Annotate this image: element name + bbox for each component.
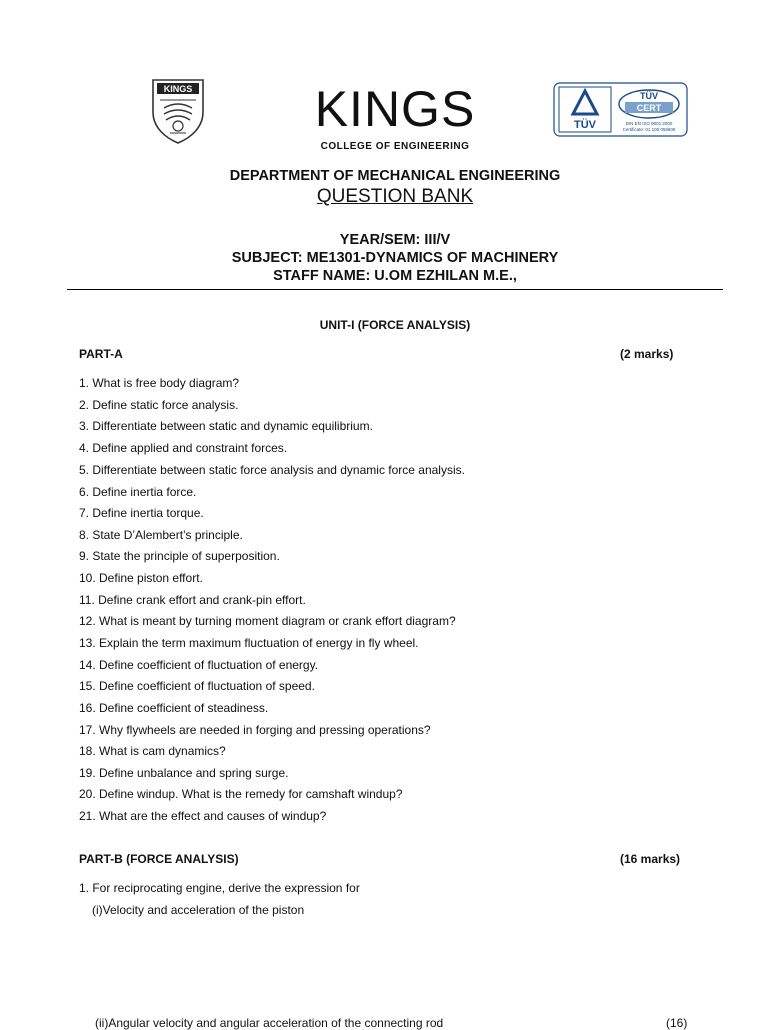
list-item: 6. Define inertia force.: [79, 485, 197, 499]
list-item: 17. Why flywheels are needed in forging and pressing operations?: [79, 723, 431, 737]
part-b-question-1: 1. For reciprocating engine, derive the expression for: [79, 881, 360, 895]
staff-name: STAFF NAME: U.OM EZHILAN M.E.,: [273, 268, 517, 284]
tuv-cert-logo: [553, 82, 688, 137]
list-item: 1. What is free body diagram?: [79, 376, 240, 390]
list-item: 4. Define applied and constraint forces.: [79, 441, 288, 455]
tuv-text: TÜV: [574, 119, 596, 131]
list-item: 14. Define coefficient of fluctuation of energy.: [79, 658, 319, 672]
header-divider: [67, 289, 723, 290]
list-item: 7. Define inertia torque.: [79, 506, 204, 520]
list-item: 18. What is cam dynamics?: [79, 744, 226, 758]
part-b-heading: PART-B (FORCE ANALYSIS): [79, 852, 239, 866]
list-item: 9. State the principle of superposition.: [79, 549, 280, 563]
part-b-question-1-marks: (16): [666, 1016, 688, 1030]
department-title: DEPARTMENT OF MECHANICAL ENGINEERING: [229, 168, 561, 184]
list-item: 8. State D’Alembert’s principle.: [79, 528, 243, 542]
part-b-question-1-sub-ii: (ii)Angular velocity and angular acceleration of the connecting rod: [95, 1016, 444, 1030]
question-bank-title: QUESTION BANK: [316, 186, 474, 207]
part-b-marks: (16 marks): [620, 852, 681, 866]
crest-label: KINGS: [163, 84, 193, 94]
list-item: 2. Define static force analysis.: [79, 398, 239, 412]
college-subtitle: COLLEGE OF ENGINEERING: [320, 141, 470, 152]
list-item: 16. Define coefficient of steadiness.: [79, 701, 269, 715]
list-item: 11. Define crank effort and crank-pin effort.: [79, 593, 306, 607]
certificate-text: Certificate: 01 100 058606: [622, 127, 676, 132]
list-item: 12. What is meant by turning moment diagram or crank effort diagram?: [79, 614, 456, 628]
subject-line: SUBJECT: ME1301-DYNAMICS OF MACHINERY: [231, 250, 559, 266]
part-b-question-1-sub-i: (i)Velocity and acceleration of the piston: [92, 903, 305, 917]
list-item: 20. Define windup. What is the remedy for camshaft windup?: [79, 787, 403, 801]
cert-text: CERT: [636, 103, 662, 113]
list-item: 19. Define unbalance and spring surge.: [79, 766, 289, 780]
college-name: KINGS: [314, 81, 476, 137]
tuv-text-2: TÜV: [640, 91, 658, 101]
list-item: 5. Differentiate between static force analysis and dynamic force analysis.: [79, 463, 465, 477]
list-item: 15. Define coefficient of fluctuation of speed.: [79, 679, 315, 693]
list-item: 10. Define piston effort.: [79, 571, 203, 585]
list-item: 3. Differentiate between static and dynamic equilibrium.: [79, 419, 373, 433]
year-sem: YEAR/SEM: III/V: [339, 232, 451, 248]
unit-heading: UNIT-I (FORCE ANALYSIS): [319, 318, 471, 332]
list-item: 21. What are the effect and causes of windup?: [79, 809, 327, 823]
list-item: 13. Explain the term maximum fluctuation of energy in fly wheel.: [79, 636, 419, 650]
iso-text: DIN EN ISO 9001:2000: [625, 121, 673, 126]
part-a-marks: (2 marks): [620, 347, 674, 361]
part-a-heading: PART-A: [79, 347, 123, 361]
